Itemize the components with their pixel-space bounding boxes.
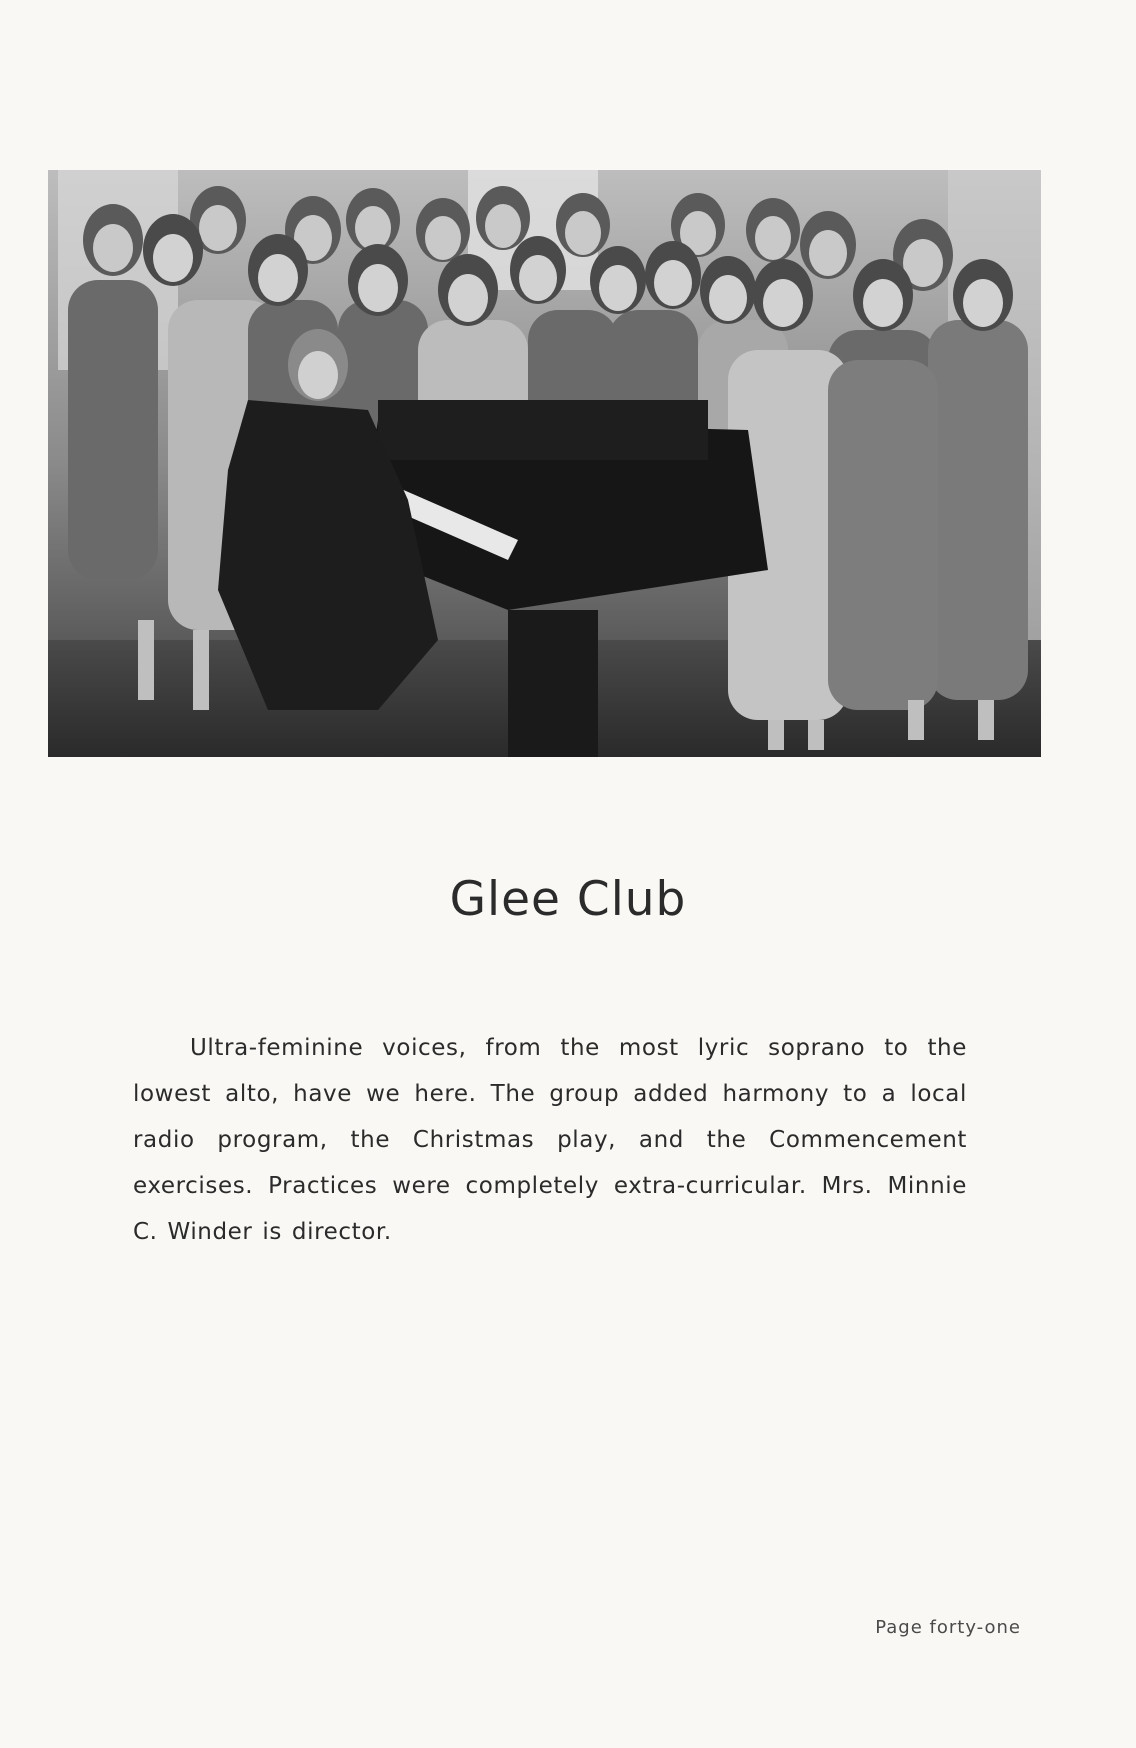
group-photo-illustration [48,170,1041,757]
body-paragraph: Ultra-feminine voices, from the most lyric soprano to the lowest alto, have we here. The group added harmony to a local radio program, the Christmas play, and the Commencement exercises. Practices were completely extra-curricular. Mrs. Minnie C. Winder is director. [133,1035,967,1245]
page-title: Glee Club [449,872,687,927]
group-photo [48,170,1041,757]
page-number: Page forty-one [875,1617,1021,1638]
